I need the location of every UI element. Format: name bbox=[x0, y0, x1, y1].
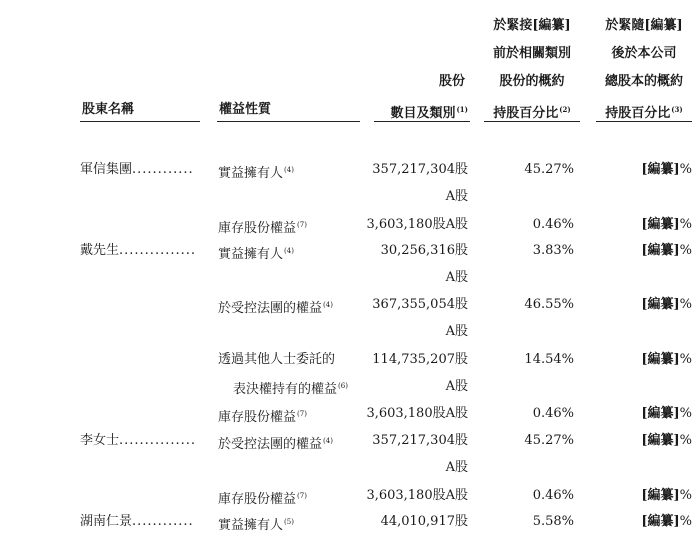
percentage-after: [編纂]% bbox=[641, 433, 692, 448]
shareholder-name: 李女士............... bbox=[80, 433, 197, 448]
number-of-shares: 114,735,207股 bbox=[372, 352, 468, 367]
percentage-before: 0.46% bbox=[532, 488, 574, 503]
shareholder-name: 軍信集團............ bbox=[80, 162, 194, 177]
nature-of-interest: 透過其他人士委託的 bbox=[218, 352, 336, 367]
percentage-before: 5.58% bbox=[532, 514, 574, 529]
header-after-line-3: 總股本的概約 bbox=[604, 74, 683, 89]
percentage-before: 0.46% bbox=[532, 406, 574, 421]
number-of-shares: 3,603,180股A股 bbox=[366, 406, 468, 421]
share-class: A股 bbox=[445, 189, 468, 204]
header-nature-of-interest: 權益性質 bbox=[219, 102, 272, 117]
nature-of-interest: 實益擁有人$^{(4)}$ bbox=[218, 166, 294, 181]
share-class: A股 bbox=[445, 324, 468, 339]
share-class: A股 bbox=[445, 379, 468, 394]
header-before-line-2: 前於相關類別 bbox=[492, 46, 571, 61]
percentage-after: [編纂]% bbox=[641, 162, 692, 177]
percentage-after: [編纂]% bbox=[641, 488, 692, 503]
percentage-before: 45.27% bbox=[524, 433, 574, 448]
header-rule-shareholder bbox=[80, 121, 200, 122]
percentage-before: 45.27% bbox=[524, 162, 574, 177]
percentage-after: [編纂]% bbox=[641, 406, 692, 421]
header-rule-nature bbox=[217, 121, 360, 122]
percentage-before: 46.55% bbox=[524, 297, 574, 312]
nature-of-interest: 實益擁有人$^{(4)}$ bbox=[218, 247, 294, 262]
shareholder-name: 湖南仁景............ bbox=[80, 514, 194, 529]
nature-of-interest: 庫存股份權益$^{(7)}$ bbox=[218, 410, 307, 425]
header-shareholder-name: 股東名稱 bbox=[82, 102, 135, 117]
percentage-before: 0.46% bbox=[532, 217, 574, 232]
header-after-line-2: 後於本公司 bbox=[611, 46, 677, 61]
percentage-after: [編纂]% bbox=[641, 514, 692, 529]
header-after-line-4: 持股百分比$^{(3)}$ bbox=[605, 105, 683, 121]
number-of-shares: 3,603,180股A股 bbox=[366, 488, 468, 503]
header-rule-before bbox=[484, 121, 580, 122]
percentage-after: [編纂]% bbox=[641, 243, 692, 258]
nature-of-interest: 庫存股份權益$^{(7)}$ bbox=[218, 221, 307, 236]
nature-of-interest: 於受控法團的權益$^{(4)}$ bbox=[218, 437, 333, 452]
header-shares-bottom: 數目及類別$^{(1)}$ bbox=[390, 105, 468, 121]
share-class: A股 bbox=[445, 270, 468, 285]
header-rule-after bbox=[596, 121, 692, 122]
number-of-shares: 357,217,304股 bbox=[372, 433, 468, 448]
percentage-after: [編纂]% bbox=[641, 217, 692, 232]
nature-of-interest: 庫存股份權益$^{(7)}$ bbox=[218, 492, 307, 507]
percentage-after: [編纂]% bbox=[641, 297, 692, 312]
number-of-shares: 367,355,054股 bbox=[372, 297, 468, 312]
nature-of-interest: 於受控法團的權益$^{(4)}$ bbox=[218, 301, 333, 316]
number-of-shares: 30,256,316股 bbox=[380, 243, 468, 258]
percentage-before: 3.83% bbox=[532, 243, 574, 258]
number-of-shares: 3,603,180股A股 bbox=[366, 217, 468, 232]
share-class: A股 bbox=[445, 460, 468, 475]
percentage-after: [編纂]% bbox=[641, 352, 692, 367]
number-of-shares: 357,217,304股 bbox=[372, 162, 468, 177]
header-shares-top: 股份 bbox=[438, 74, 465, 89]
header-before-line-1: 於緊接[編纂] bbox=[493, 18, 571, 33]
number-of-shares: 44,010,917股 bbox=[380, 514, 468, 529]
header-before-line-4: 持股百分比$^{(2)}$ bbox=[493, 105, 571, 121]
header-before-line-3: 股份的概約 bbox=[499, 74, 565, 89]
shareholder-name: 戴先生............... bbox=[80, 243, 197, 258]
nature-of-interest: 實益擁有人$^{(5)}$ bbox=[218, 518, 294, 533]
nature-of-interest-line-2: 表決權持有的權益$^{(6)}$ bbox=[233, 382, 348, 397]
header-after-line-1: 於緊隨[編纂] bbox=[605, 18, 683, 33]
header-rule-shares bbox=[374, 121, 470, 122]
percentage-before: 14.54% bbox=[524, 352, 574, 367]
